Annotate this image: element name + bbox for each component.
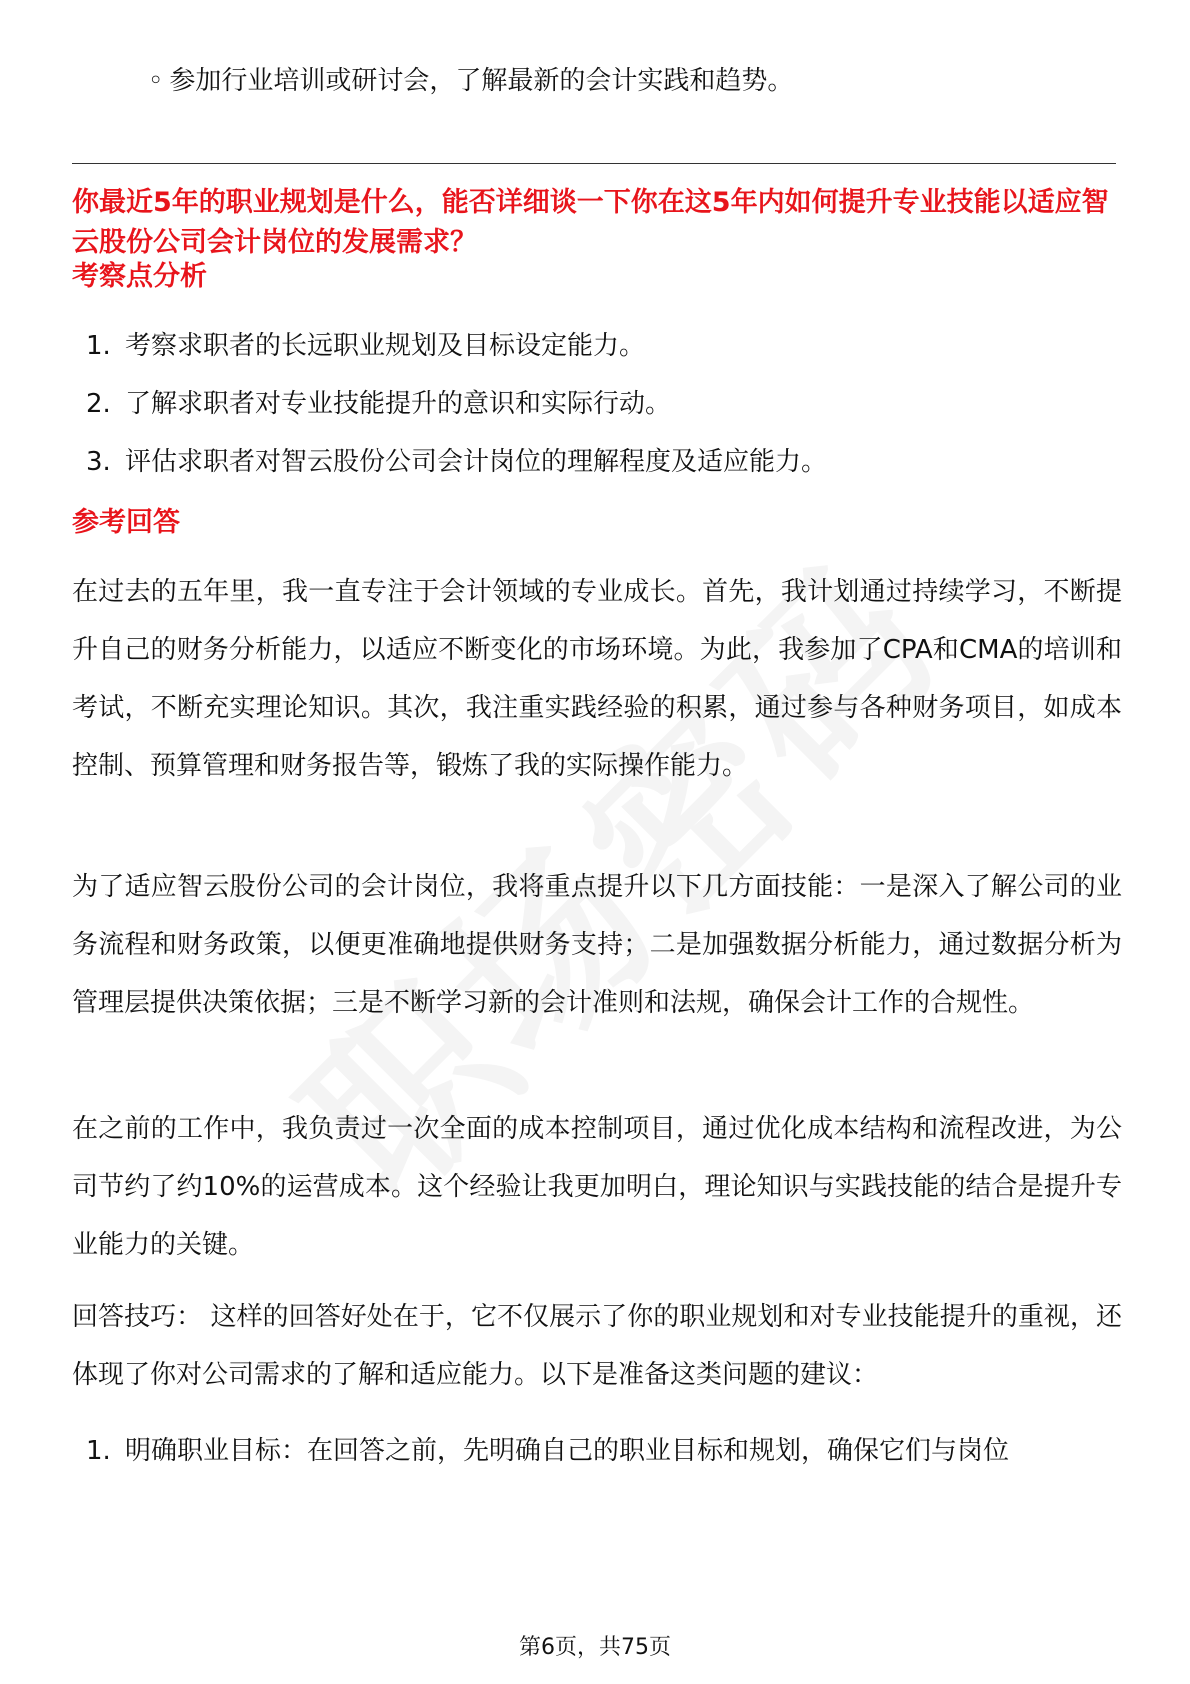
list-item (72, 443, 1122, 481)
list-item (72, 327, 1122, 365)
list-number: 1. (86, 1436, 111, 1466)
list-number: 2. (86, 389, 111, 419)
answer-tips-paragraph: 回答技巧： 这样的回答好处在于，它不仅展示了你的职业规划和对专业技能提升的重视，还体现了你对公司需求的了解和适应能力。以下是准备这类问题的建议： (72, 1302, 1122, 1390)
section-divider (72, 163, 1116, 164)
sub-bullet-text: 参加行业培训或研讨会，了解最新的会计实践和趋势。 (169, 66, 794, 96)
list-number: 1. (86, 331, 111, 361)
answer-paragraph: 在过去的五年里，我一直专注于会计领域的专业成长。首先，我计划通过持续学习，不断提升自己的财务分析能力，以适应不断变化的市场环境。为此，我参加了CPA和CMA的培训和考试，不断充实理论知识。其次，我注重实践经验的积累，通过参与各种财务项目，如成本控制、预算管理和财务报告等，锻炼了我的实际操作能力。 (72, 577, 1122, 781)
list-number: 3. (86, 447, 111, 477)
analysis-title: 考察点分析 (72, 261, 207, 292)
answer-paragraph: 为了适应智云股份公司的会计岗位，我将重点提升以下几方面技能：一是深入了解公司的业务流程和财务政策，以便更准确地提供财务支持；二是加强数据分析能力，通过数据分析为管理层提供决策依据；三是不断学习新的会计准则和法规，确保会计工作的合规性。 (72, 872, 1122, 1018)
question-heading: 你最近5年的职业规划是什么，能否详细谈一下你在这5年内如何提升专业技能以适应智云股份公司会计岗位的发展需求？ (72, 187, 1109, 258)
list-item (72, 1432, 1122, 1470)
list-item-text: 评估求职者对智云股份公司会计岗位的理解程度及适应能力。 (125, 447, 828, 477)
answer-paragraph: 在之前的工作中，我负责过一次全面的成本控制项目，通过优化成本结构和流程改进，为公司节约了约10%的运营成本。这个经验让我更加明白，理论知识与实践技能的结合是提升专业能力的关键。 (72, 1114, 1122, 1260)
sub-bullet-item (148, 62, 793, 100)
list-item (72, 385, 1122, 423)
hollow-bullet-icon: ◦ (148, 66, 164, 96)
answer-title: 参考回答 (72, 507, 180, 538)
tips-list (72, 1432, 1122, 1470)
list-item-text: 考察求职者的长远职业规划及目标设定能力。 (125, 331, 646, 361)
page-footer: 第6页，共75页 (519, 1635, 671, 1660)
analysis-list (72, 327, 1122, 501)
list-item-text: 明确职业目标：在回答之前，先明确自己的职业目标和规划，确保它们与岗位 (125, 1436, 1010, 1466)
list-item-text: 了解求职者对专业技能提升的意识和实际行动。 (125, 389, 672, 419)
